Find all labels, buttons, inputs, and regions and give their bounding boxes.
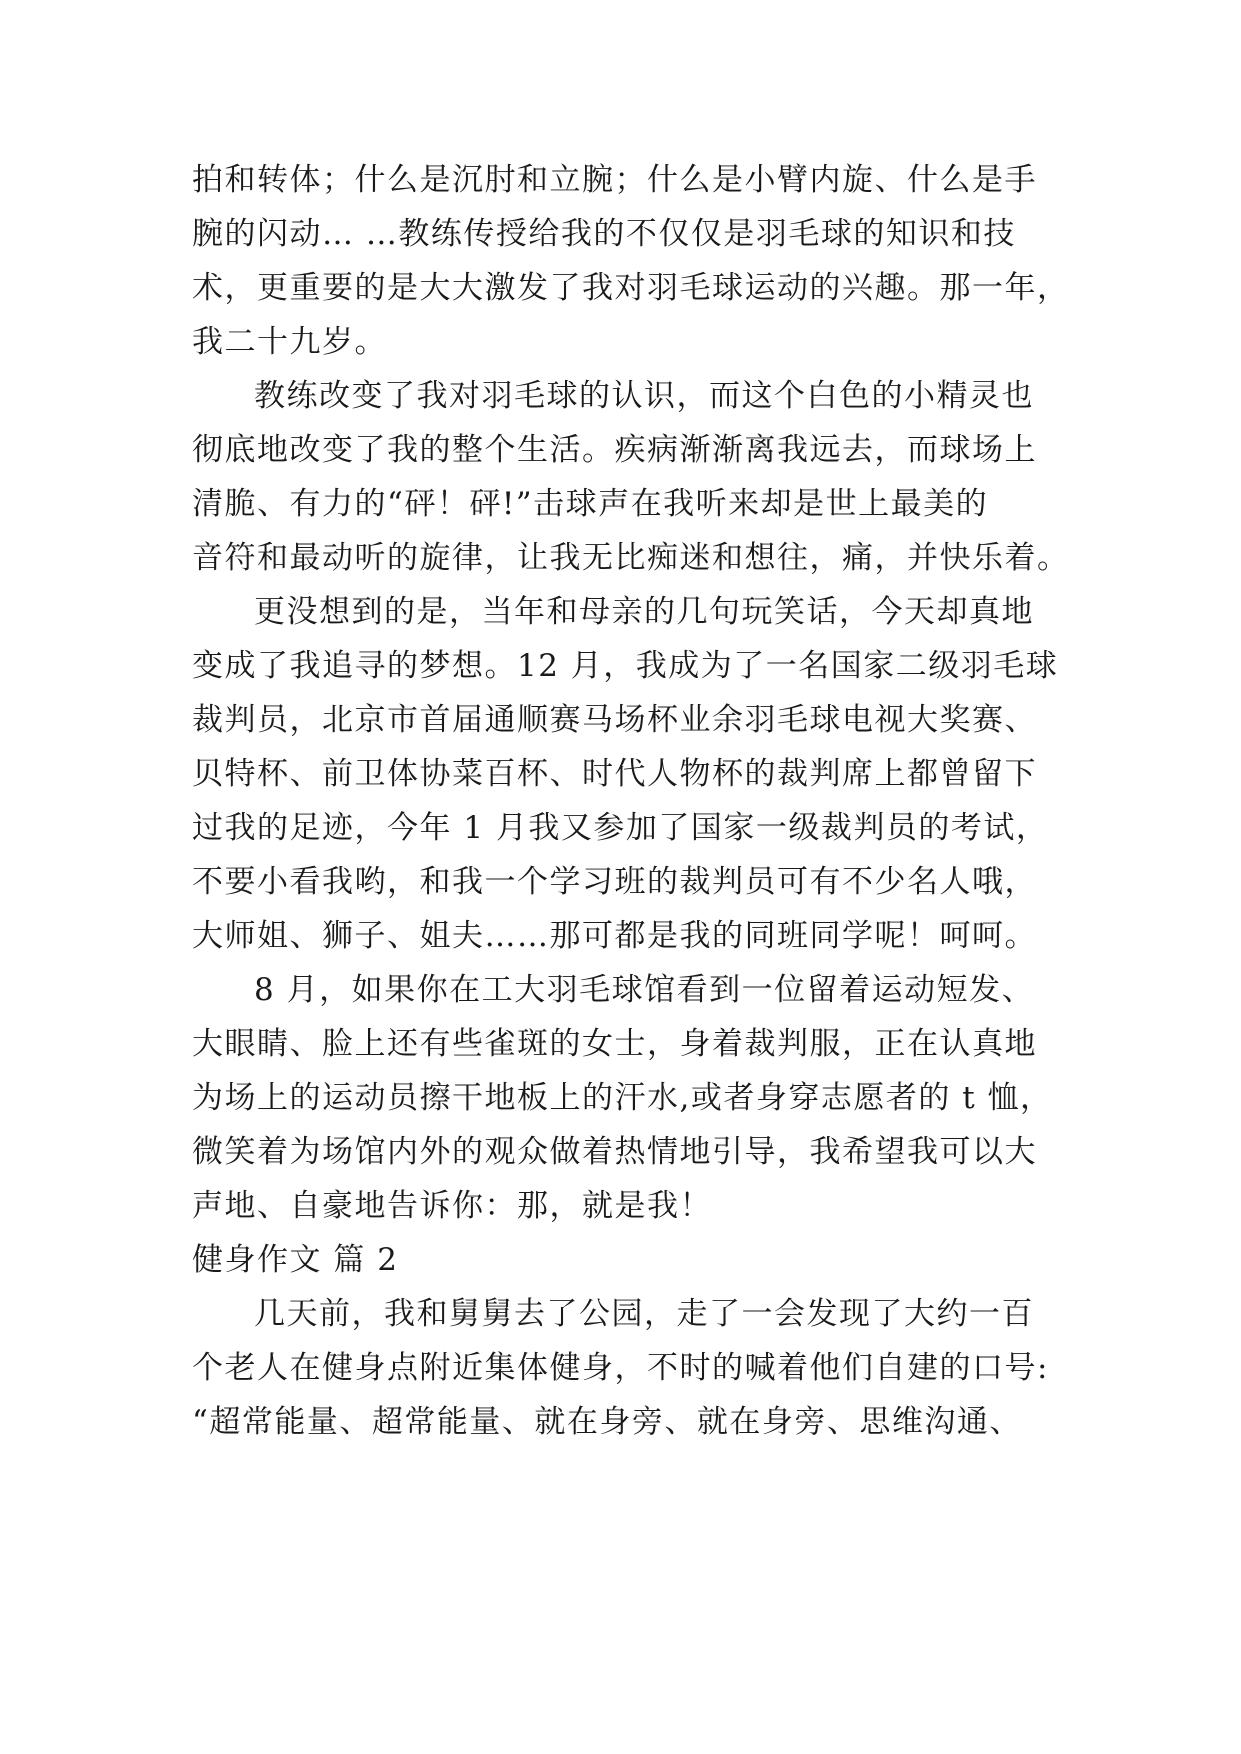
text-line: 为场上的运动员擦干地板上的汗水,或者身穿志愿者的 t 恤， [192, 1080, 1053, 1116]
text-line: 教练改变了我对羽毛球的认识，而这个白色的小精灵也 [254, 378, 1034, 414]
text-line: 更没想到的是，当年和母亲的几句玩笑话，今天却真地 [254, 594, 1034, 630]
text-line: 大师姐、狮子、姐夫……那可都是我的同班同学呢！呵呵。 [192, 918, 1037, 954]
text-line: 术，更重要的是大大激发了我对羽毛球运动的兴趣。那一年， [192, 270, 1070, 306]
text-line: 裁判员，北京市首届通顺赛马场杯业余羽毛球电视大奖赛、 [192, 702, 1037, 738]
text-line: 音符和最动听的旋律，让我无比痴迷和想往，痛，并快乐着。 [192, 540, 1070, 576]
text-line: “超常能量、超常能量、就在身旁、就在身旁、思维沟通、 [192, 1404, 1022, 1440]
text-line: 变成了我追寻的梦想。12 月，我成为了一名国家二级羽毛球 [192, 648, 1059, 684]
text-line: 腕的闪动… …教练传授给我的不仅仅是羽毛球的知识和技 [192, 216, 1016, 252]
text-line: 拍和转体；什么是沉肘和立腕；什么是小臂内旋、什么是手 [192, 162, 1037, 198]
text-line: 微笑着为场馆内外的观众做着热情地引导，我希望我可以大 [192, 1134, 1037, 1170]
text-line: 彻底地改变了我的整个生活。疾病渐渐离我远去，而球场上 [192, 432, 1037, 468]
text-line: 过我的足迹，今年 1 月我又参加了国家一级裁判员的考试， [192, 810, 1049, 846]
text-line: 大眼睛、脸上还有些雀斑的女士，身着裁判服，正在认真地 [192, 1026, 1037, 1062]
text-line: 不要小看我哟，和我一个学习班的裁判员可有不少名人哦， [192, 864, 1037, 900]
section-heading: 健身作文 篇 2 [192, 1242, 399, 1278]
text-line: 几天前，我和舅舅去了公园，走了一会发现了大约一百 [254, 1296, 1034, 1332]
text-line: 贝特杯、前卫体协菜百杯、时代人物杯的裁判席上都曾留下 [192, 756, 1037, 792]
text-line: 8 月，如果你在工大羽毛球馆看到一位留着运动短发、 [254, 972, 1035, 1008]
text-line: 我二十九岁。 [192, 324, 387, 360]
text-line: 个老人在健身点附近集体健身，不时的喊着他们自建的口号: [192, 1350, 1049, 1386]
text-line: 声地、自豪地告诉你：那，就是我！ [192, 1188, 712, 1224]
text-line: 清脆、有力的“砰！砰!”击球声在我听来却是世上最美的 [192, 486, 989, 522]
